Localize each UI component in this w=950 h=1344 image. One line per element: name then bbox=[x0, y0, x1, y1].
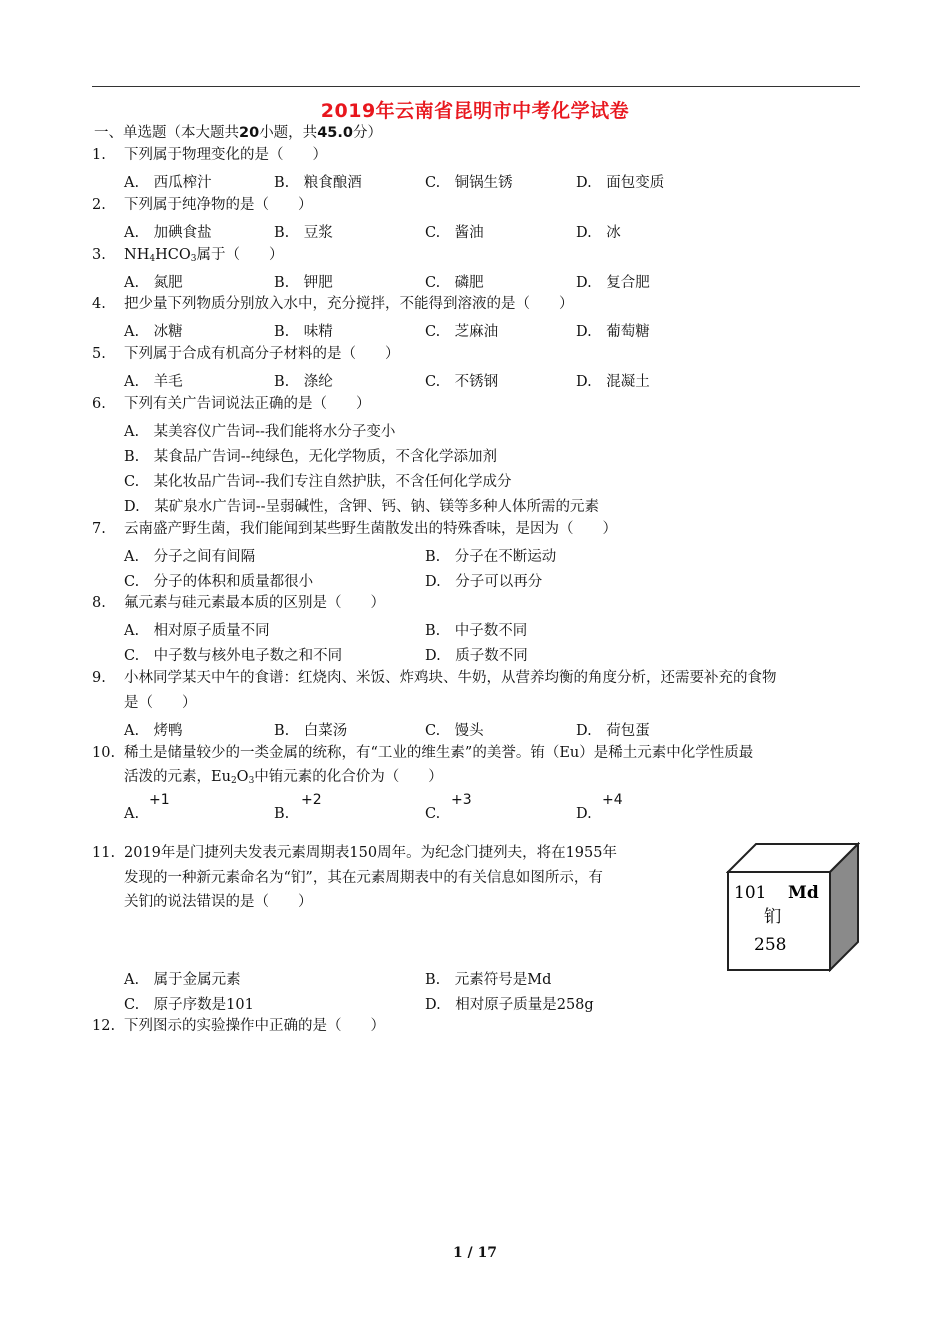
question-number: 6. bbox=[92, 396, 106, 412]
element-card-figure bbox=[726, 842, 860, 972]
element-symbol: Md bbox=[788, 883, 819, 903]
section-heading: 一、单选题（本大题共20小题，共45.0分） bbox=[94, 125, 382, 141]
question-number: 12. bbox=[92, 1018, 116, 1034]
question-stem: 把少量下列物质分别放入水中，充分搅拌，不能得到溶液的是（ ） bbox=[124, 296, 574, 312]
element-mass: 258 bbox=[754, 935, 787, 955]
question-stem: $NH_4HCO_3$属于（ ） bbox=[124, 247, 284, 264]
question-number: 3. bbox=[92, 247, 106, 263]
option-c: C. 不锈钢 bbox=[425, 374, 499, 390]
option-d: D. 复合肥 bbox=[576, 275, 650, 291]
question-stem-line: 活泼的元素，$Eu_2O_3$中铕元素的化合价为（ ） bbox=[124, 769, 443, 786]
option-d: D. 质子数不同 bbox=[425, 648, 528, 664]
option-c: C. 原子序数是101 bbox=[124, 997, 254, 1013]
option-b: B. 中子数不同 bbox=[425, 623, 528, 639]
option-a: A. 西瓜榨汁 bbox=[124, 175, 212, 191]
option-a: A. 氮肥 bbox=[124, 275, 183, 291]
option-d: D. 相对原子质量是258g bbox=[425, 997, 594, 1013]
question-number: 1. bbox=[92, 147, 106, 163]
page-footer: 1 / 17 bbox=[452, 1245, 498, 1261]
question-number: 8. bbox=[92, 595, 106, 611]
page-total: 17 bbox=[477, 1245, 498, 1261]
option-b: B. 豆浆 bbox=[274, 225, 333, 241]
question-stem-line: 是（ ） bbox=[124, 695, 197, 711]
question-stem-line: 稀土是储量较少的一类金属的统称，有“工业的维生素”的美誉。铕（Eu）是稀土元素中化学性质最 bbox=[124, 745, 754, 761]
question-number: 5. bbox=[92, 346, 106, 362]
option-b: B. 分子在不断运动 bbox=[425, 549, 557, 565]
element-atomic-number: 101 bbox=[734, 883, 767, 903]
option-a: A. 烤鸭 bbox=[124, 723, 183, 739]
option-b: B. 白菜汤 bbox=[274, 723, 348, 739]
question-stem-line: 2019年是门捷列夫发表元素周期表150周年。为纪念门捷列夫，将在1955年 bbox=[124, 845, 617, 861]
option-b: B. 涤纶 bbox=[274, 374, 333, 390]
question-stem: 氟元素与硅元素最本质的区别是（ ） bbox=[124, 595, 385, 611]
option-d: D. 葡萄糖 bbox=[576, 324, 650, 340]
option-a: A. 某美容仪广告词--我们能将水分子变小 bbox=[124, 424, 396, 440]
question-number: 4. bbox=[92, 296, 106, 312]
question-stem: 下列有关广告词说法正确的是（ ） bbox=[124, 396, 371, 412]
option-d: D. 面包变质 bbox=[576, 175, 665, 191]
valence-a: +1 bbox=[149, 792, 170, 808]
question-stem-line: 发现的一种新元素命名为“钔”，其在元素周期表中的有关信息如图所示，有 bbox=[124, 870, 603, 886]
option-d: D. 某矿泉水广告词--呈弱碱性，含钾、钙、钠、镁等多种人体所需的元素 bbox=[124, 499, 600, 515]
question-number: 2. bbox=[92, 197, 106, 213]
valence-d: +4 bbox=[602, 792, 623, 808]
option-d: D. bbox=[576, 806, 592, 822]
question-stem: 下列图示的实验操作中正确的是（ ） bbox=[124, 1018, 385, 1034]
option-c: C. 中子数与核外电子数之和不同 bbox=[124, 648, 343, 664]
option-b: B. 粮食酿酒 bbox=[274, 175, 362, 191]
option-a: A. 加碘食盐 bbox=[124, 225, 212, 241]
option-d: D. 冰 bbox=[576, 225, 621, 241]
option-b: B. 元素符号是Md bbox=[425, 972, 552, 988]
question-stem: 下列属于物理变化的是（ ） bbox=[124, 147, 327, 163]
question-stem: 云南盛产野生菌，我们能闻到某些野生菌散发出的特殊香味，是因为（ ） bbox=[124, 521, 617, 537]
option-c: C. 某化妆品广告词--我们专注自然护肤，不含任何化学成分 bbox=[124, 474, 512, 490]
page-number: 1 bbox=[452, 1245, 463, 1261]
option-c: C. 酱油 bbox=[425, 225, 484, 241]
option-a: A. bbox=[124, 806, 140, 822]
question-number: 7. bbox=[92, 521, 106, 537]
option-c: C. 芝麻油 bbox=[425, 324, 499, 340]
question-stem: 下列属于合成有机高分子材料的是（ ） bbox=[124, 346, 400, 362]
option-b: B. 某食品广告词--纯绿色，无化学物质，不含化学添加剂 bbox=[124, 449, 498, 465]
option-b: B. bbox=[274, 806, 290, 822]
option-c: C. 分子的体积和质量都很小 bbox=[124, 574, 314, 590]
question-number: 11. bbox=[92, 845, 116, 861]
option-a: A. 相对原子质量不同 bbox=[124, 623, 270, 639]
option-d: D. 分子可以再分 bbox=[425, 574, 543, 590]
option-a: A. 冰糖 bbox=[124, 324, 183, 340]
question-number: 10. bbox=[92, 745, 116, 761]
page-title: 2019年云南省昆明市中考化学试卷 bbox=[320, 100, 630, 122]
option-a: A. 羊毛 bbox=[124, 374, 183, 390]
element-name: 钔 bbox=[764, 907, 781, 927]
option-c: C. 铜锅生锈 bbox=[425, 175, 513, 191]
valence-b: +2 bbox=[301, 792, 322, 808]
question-number: 9. bbox=[92, 670, 106, 686]
option-b: B. 钾肥 bbox=[274, 275, 333, 291]
option-d: D. 混凝土 bbox=[576, 374, 650, 390]
option-d: D. 荷包蛋 bbox=[576, 723, 650, 739]
option-c: C. 馒头 bbox=[425, 723, 484, 739]
option-b: B. 味精 bbox=[274, 324, 333, 340]
header-rule bbox=[92, 86, 860, 87]
question-stem: 下列属于纯净物的是（ ） bbox=[124, 197, 313, 213]
option-a: A. 属于金属元素 bbox=[124, 972, 241, 988]
question-stem-line: 小林同学某天中午的食谱：红烧肉、米饭、炸鸡块、牛奶，从营养均衡的角度分析，还需要补充的食物 bbox=[124, 670, 777, 686]
valence-c: +3 bbox=[451, 792, 472, 808]
option-c: C. bbox=[425, 806, 441, 822]
option-a: A. 分子之间有间隔 bbox=[124, 549, 256, 565]
option-c: C. 磷肥 bbox=[425, 275, 484, 291]
question-stem-line: 关钔的说法错误的是（ ） bbox=[124, 894, 313, 910]
